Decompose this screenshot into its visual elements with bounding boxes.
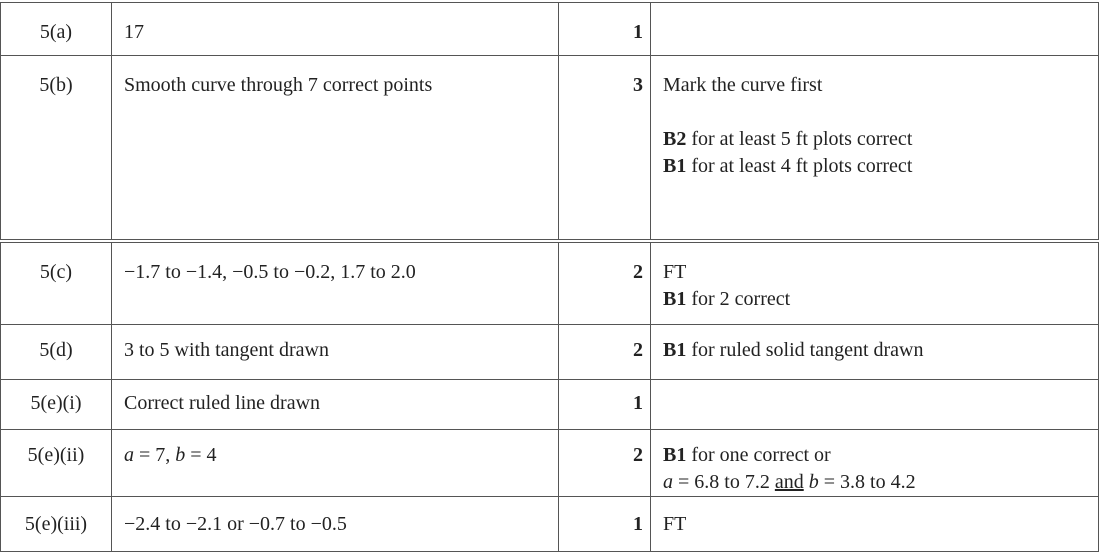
answer-cell: Smooth curve through 7 correct points [112, 56, 559, 241]
variable-a: a [124, 444, 134, 466]
marks-cell: 1 [559, 497, 651, 552]
variable-b: b [175, 444, 186, 466]
answer-text: = 7, [134, 444, 176, 466]
answer-cell: 17 [112, 3, 559, 56]
variable-b: b [808, 471, 819, 493]
marks-cell: 1 [559, 380, 651, 430]
marks-cell: 2 [559, 241, 651, 325]
guidance-cell [651, 430, 1099, 497]
marks-cell: 2 [559, 430, 651, 497]
answer-cell: −2.4 to −2.1 or −0.7 to −0.5 [112, 497, 559, 552]
guidance-cell [651, 56, 1099, 241]
table-row [1, 497, 1099, 552]
guidance-text: for 2 correct [691, 287, 791, 310]
answer-cell: −1.7 to −1.4, −0.5 to −0.2, 1.7 to 2.0 [112, 241, 559, 325]
answer-text: = 4 [185, 444, 217, 466]
guidance-text: = 3.8 to 4.2 [818, 471, 916, 493]
table-row [1, 380, 1099, 430]
guidance-cell: FT [651, 497, 1099, 552]
mark-scheme-table [0, 2, 1099, 552]
guidance-blank-line [663, 99, 1098, 126]
mark-code: B1 [663, 339, 687, 361]
guidance-line [663, 469, 1098, 496]
mark-code: B1 [663, 287, 687, 310]
guidance-text: for at least 5 ft plots correct [691, 128, 913, 150]
answer-cell: Correct ruled line drawn [112, 380, 559, 430]
table-row [1, 325, 1099, 380]
guidance-text: for ruled solid tangent drawn [691, 339, 924, 361]
table-row [1, 56, 1099, 241]
guidance-text: for one correct or [691, 444, 831, 466]
marks-cell: 3 [559, 56, 651, 241]
table-row [1, 430, 1099, 497]
mark-code: B2 [663, 128, 687, 150]
guidance-line: FT [663, 260, 687, 283]
guidance-cell [651, 325, 1099, 380]
guidance-line: Mark the curve first [663, 74, 823, 96]
mark-code: B1 [663, 155, 687, 177]
question-number: 5(c) [1, 241, 112, 325]
table-row [1, 241, 1099, 325]
question-number: 5(e)(ii) [1, 430, 112, 497]
guidance-line [663, 126, 1098, 153]
marks-cell: 1 [559, 3, 651, 56]
guidance-cell [651, 241, 1099, 325]
mark-code: B1 [663, 444, 687, 466]
answer-cell: 3 to 5 with tangent drawn [112, 325, 559, 380]
question-number: 5(d) [1, 325, 112, 380]
variable-a: a [663, 471, 673, 493]
answer-cell [112, 430, 559, 497]
guidance-cell [651, 3, 1099, 56]
marks-cell: 2 [559, 325, 651, 380]
guidance-text: for at least 4 ft plots correct [691, 155, 913, 177]
guidance-line [663, 442, 1098, 469]
question-number: 5(e)(iii) [1, 497, 112, 552]
guidance-line [663, 153, 1098, 180]
guidance-text: = 6.8 to 7.2 [673, 471, 775, 493]
guidance-line [663, 286, 1098, 313]
question-number: 5(e)(i) [1, 380, 112, 430]
table-row [1, 3, 1099, 56]
question-number: 5(a) [1, 3, 112, 56]
guidance-cell [651, 380, 1099, 430]
underlined-and: and [774, 471, 804, 493]
question-number: 5(b) [1, 56, 112, 241]
